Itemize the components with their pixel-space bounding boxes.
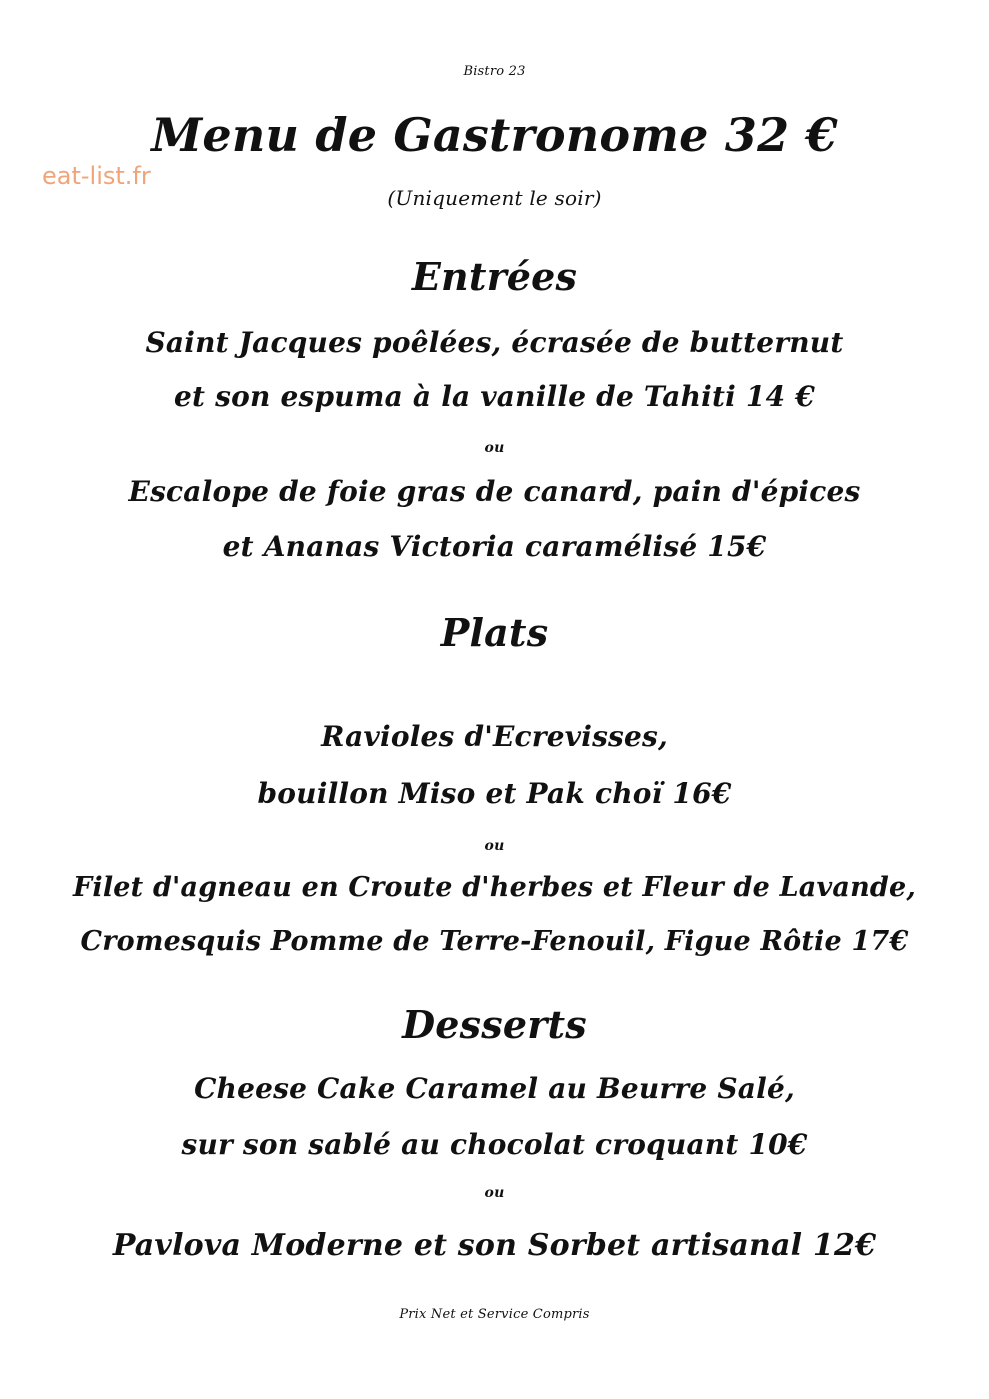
dessert-2-line-1: Pavlova Moderne et son Sorbet artisanal 12€ (112, 1228, 877, 1263)
entree-1-line-2: et son espuma à la vanille de Tahiti 14 € (174, 380, 815, 413)
plat-2-line-2: Cromesquis Pomme de Terre-Fenouil, Figue Rôtie 17€ (80, 926, 909, 957)
section-title-plats: Plats (440, 610, 549, 655)
desserts-or-separator: ou (484, 1185, 505, 1201)
plat-1-line-1: Ravioles d'Ecrevisses, (321, 720, 668, 753)
restaurant-name: Bistro 23 (463, 64, 526, 79)
entree-1-line-1: Saint Jacques poêlées, écrasée de butternut (145, 326, 844, 359)
footer-note: Prix Net et Service Compris (399, 1307, 590, 1322)
plat-1-line-2: bouillon Miso et Pak choï 16€ (257, 777, 732, 810)
section-title-entrees: Entrées (411, 254, 578, 299)
plat-2-line-1: Filet d'agneau en Croute d'herbes et Fleur de Lavande, (73, 872, 916, 903)
watermark: eat-list.fr (42, 162, 151, 190)
entrees-or-separator: ou (484, 440, 505, 456)
entree-2-line-2: et Ananas Victoria caramélisé 15€ (222, 530, 767, 563)
section-title-desserts: Desserts (402, 1002, 587, 1047)
dessert-1-line-1: Cheese Cake Caramel au Beurre Salé, (194, 1072, 795, 1105)
menu-title: Menu de Gastronome 32 € (151, 108, 838, 162)
entree-2-line-1: Escalope de foie gras de canard, pain d'épices (128, 475, 861, 508)
plats-or-separator: ou (484, 838, 505, 854)
dessert-1-line-2: sur son sablé au chocolat croquant 10€ (181, 1128, 808, 1161)
menu-subtitle: (Uniquement le soir) (387, 186, 602, 210)
